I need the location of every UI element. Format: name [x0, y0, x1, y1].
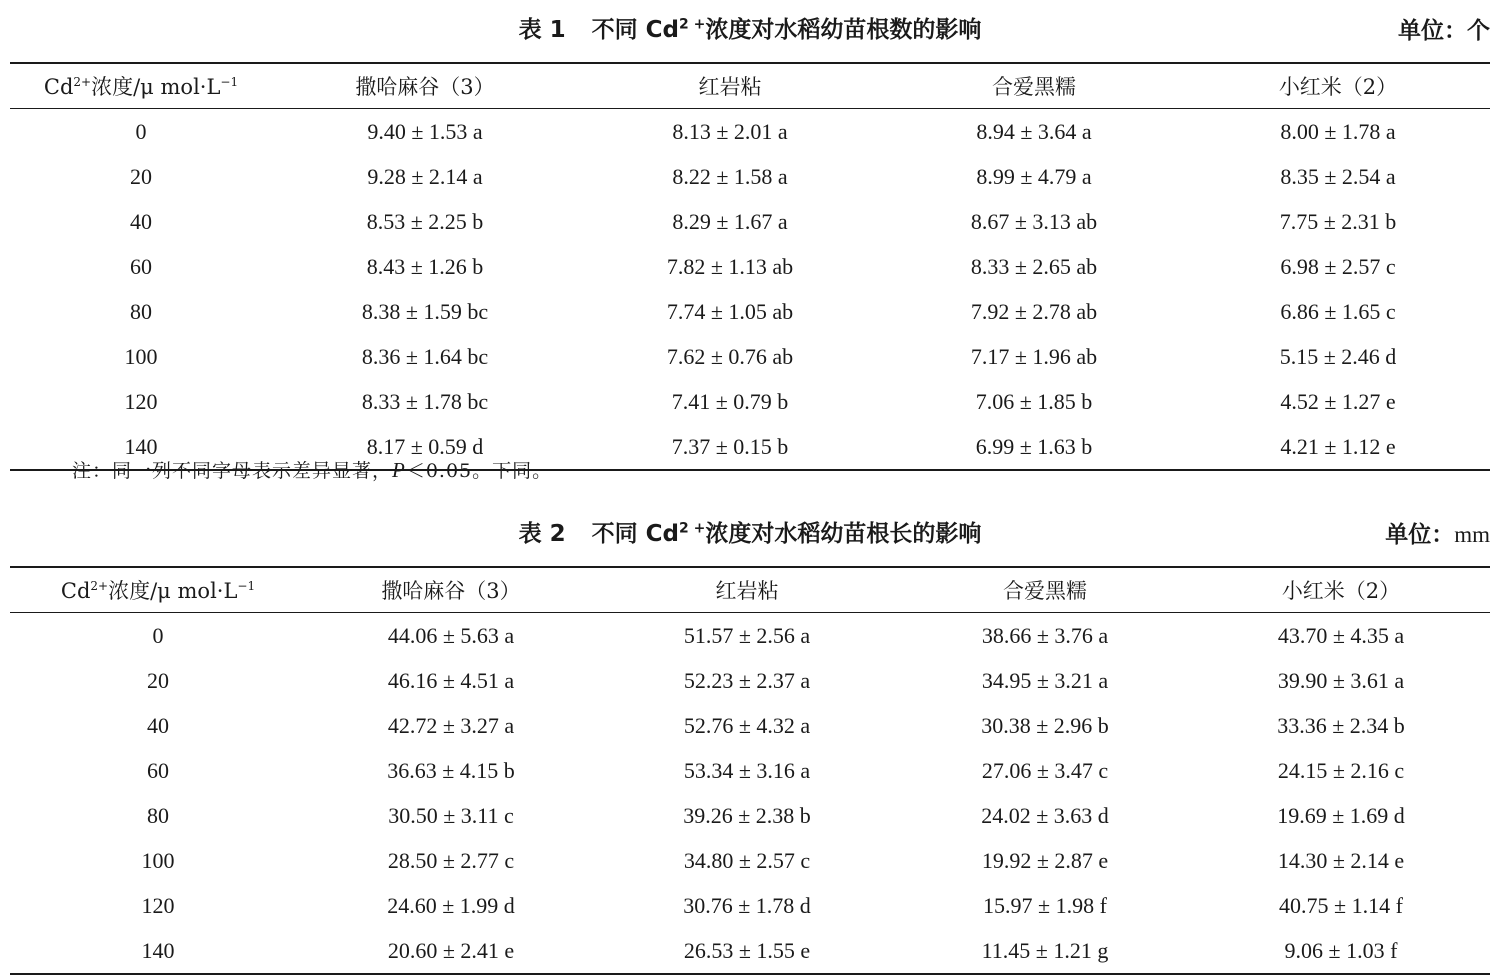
value-cell: 39.26 ± 2.38 b [683, 802, 811, 828]
value-cell: 8.33 ± 1.78 bc [361, 388, 489, 414]
table-row [10, 379, 1490, 424]
table2-unit-label: 单位： [1385, 522, 1455, 548]
table2-header-row [10, 567, 1490, 613]
note-text-post: ＜0.05。下同。 [405, 460, 553, 482]
value-cell: 14.30 ± 2.14 e [1277, 847, 1405, 873]
table-row [10, 658, 1490, 703]
value-cell: 8.94 ± 3.64 a [976, 118, 1092, 144]
value-cell: 44.06 ± 5.63 a [387, 622, 515, 648]
concentration-cell: 60 [130, 253, 152, 279]
value-cell: 8.17 ± 0.59 d [272, 424, 578, 470]
value-cell: 34.80 ± 2.57 c [683, 847, 811, 873]
value-cell: 11.45 ± 1.21 g [898, 928, 1192, 974]
concentration-cell: 140 [10, 928, 306, 974]
value-cell: 52.76 ± 4.32 a [683, 712, 811, 738]
table1-unit-value: 个 [1467, 18, 1490, 44]
value-cell: 7.17 ± 1.96 ab [970, 343, 1098, 369]
value-cell: 33.36 ± 2.34 b [1277, 712, 1405, 738]
value-cell: 4.21 ± 1.12 e [1186, 424, 1490, 470]
table-row [10, 928, 1490, 974]
value-cell: 6.98 ± 2.57 c [1280, 253, 1396, 279]
concentration-cell: 100 [124, 343, 158, 369]
value-cell: 5.15 ± 2.46 d [1279, 343, 1397, 369]
table2-unit-value: mm [1454, 522, 1490, 547]
table1-title-pre: 不同 Cd [591, 16, 679, 43]
value-cell: 19.92 ± 2.87 e [981, 847, 1109, 873]
table2-title-pre: 不同 Cd [591, 520, 679, 547]
value-cell: 8.67 ± 3.13 ab [970, 208, 1098, 234]
value-cell: 9.06 ± 1.03 f [1192, 928, 1490, 974]
table2-title [519, 515, 982, 548]
table2-header-col1: 撒哈麻谷（3） [306, 567, 596, 613]
table1-header-col2: 红岩粘 [578, 63, 882, 109]
concentration-cell: 40 [130, 208, 152, 234]
table1-header-concentration: $Cd^{2+}$浓度/μ $mol\cdot L^{-1}$ [10, 63, 272, 109]
value-cell: 38.66 ± 3.76 a [981, 622, 1109, 648]
value-cell: 7.74 ± 1.05 ab [666, 298, 794, 324]
table-row [10, 289, 1490, 334]
concentration-cell: 120 [141, 892, 175, 918]
value-cell: 15.97 ± 1.98 f [983, 892, 1107, 918]
table2-title-sup: 2 + [679, 519, 706, 536]
table2-header-concentration: $Cd^{2+}$浓度/μ $mol\cdot L^{-1}$ [10, 567, 306, 613]
table1 [10, 62, 1490, 471]
value-cell: 8.33 ± 2.65 ab [970, 253, 1098, 279]
table-row [10, 334, 1490, 379]
table-row [10, 199, 1490, 244]
value-cell: 40.75 ± 1.14 f [1279, 892, 1403, 918]
value-cell: 51.57 ± 2.56 a [683, 622, 811, 648]
table1-number: 表 1 [518, 16, 566, 43]
value-cell: 53.34 ± 3.16 a [683, 757, 811, 783]
note-text-pre: 注：同一列不同字母表示差异显著， [72, 460, 393, 482]
table1-unit-label: 单位： [1398, 18, 1467, 44]
table-row [10, 613, 1490, 659]
table1-title-post: 浓度对水稻幼苗根数的影响 [705, 16, 982, 43]
table2-header-col4: 小红米（2） [1192, 567, 1490, 613]
note-p-symbol: P [392, 458, 406, 482]
concentration-cell: 20 [147, 667, 169, 693]
table1-header-col3: 合爱黑糯 [882, 63, 1186, 109]
value-cell: 46.16 ± 4.51 a [387, 667, 515, 693]
table2-number: 表 2 [518, 520, 566, 547]
table1-header-col4: 小红米（2） [1186, 63, 1490, 109]
concentration-cell: 80 [147, 802, 169, 828]
value-cell: 7.41 ± 0.79 b [671, 388, 789, 414]
value-cell: 30.38 ± 2.96 b [981, 712, 1109, 738]
concentration-cell: 120 [124, 388, 158, 414]
table-row [10, 109, 1490, 155]
table2-caption [10, 512, 1490, 550]
value-cell: 36.63 ± 4.15 b [387, 757, 515, 783]
value-cell: 24.60 ± 1.99 d [387, 892, 515, 918]
value-cell: 6.86 ± 1.65 c [1280, 298, 1396, 324]
value-cell: 26.53 ± 1.55 e [596, 928, 898, 974]
value-cell: 42.72 ± 3.27 a [387, 712, 515, 738]
value-cell: 27.06 ± 3.47 c [981, 757, 1109, 783]
value-cell: 9.28 ± 2.14 a [367, 163, 483, 189]
value-cell: 30.76 ± 1.78 d [683, 892, 811, 918]
concentration-cell: 60 [147, 757, 169, 783]
value-cell: 8.22 ± 1.58 a [672, 163, 788, 189]
value-cell: 43.70 ± 4.35 a [1277, 622, 1405, 648]
value-cell: 8.36 ± 1.64 bc [361, 343, 489, 369]
value-cell: 8.43 ± 1.26 b [366, 253, 484, 279]
value-cell: 30.50 ± 3.11 c [388, 802, 514, 828]
table2-unit [1385, 516, 1490, 549]
table-row [10, 244, 1490, 289]
table2-header-col2: 红岩粘 [596, 567, 898, 613]
value-cell: 4.52 ± 1.27 e [1280, 388, 1396, 414]
value-cell: 24.02 ± 3.63 d [981, 802, 1109, 828]
table1-body [10, 109, 1490, 471]
value-cell: 8.38 ± 1.59 bc [361, 298, 489, 324]
table-row [10, 748, 1490, 793]
value-cell: 8.00 ± 1.78 a [1280, 118, 1396, 144]
concentration-cell: 0 [135, 118, 147, 144]
value-cell: 39.90 ± 3.61 a [1277, 667, 1405, 693]
value-cell: 7.06 ± 1.85 b [975, 388, 1093, 414]
value-cell: 8.53 ± 2.25 b [366, 208, 484, 234]
table1-title [519, 11, 982, 44]
table2-body [10, 613, 1490, 975]
value-cell: 7.62 ± 0.76 ab [666, 343, 794, 369]
value-cell: 6.99 ± 1.63 b [882, 424, 1186, 470]
table2-title-post: 浓度对水稻幼苗根长的影响 [705, 520, 982, 547]
concentration-cell: 80 [130, 298, 152, 324]
value-cell: 7.75 ± 2.31 b [1279, 208, 1397, 234]
value-cell: 7.37 ± 0.15 b [578, 424, 882, 470]
concentration-cell: 100 [141, 847, 175, 873]
concentration-cell: 20 [130, 163, 152, 189]
table-row [10, 883, 1490, 928]
table-row [10, 703, 1490, 748]
table1-header-row [10, 63, 1490, 109]
table1-title-sup: 2 + [679, 15, 706, 32]
value-cell: 7.82 ± 1.13 ab [666, 253, 794, 279]
value-cell: 8.29 ± 1.67 a [672, 208, 788, 234]
table-row [10, 793, 1490, 838]
value-cell: 34.95 ± 3.21 a [981, 667, 1109, 693]
table1-unit [1398, 12, 1490, 45]
table2 [10, 566, 1490, 975]
value-cell: 20.60 ± 2.41 e [306, 928, 596, 974]
concentration-cell: 140 [10, 424, 272, 470]
table2-header-col3: 合爱黑糯 [898, 567, 1192, 613]
table-row [10, 838, 1490, 883]
table-note [72, 456, 552, 483]
value-cell: 9.40 ± 1.53 a [367, 118, 483, 144]
value-cell: 24.15 ± 2.16 c [1277, 757, 1405, 783]
concentration-cell: 40 [147, 712, 169, 738]
value-cell: 8.99 ± 4.79 a [976, 163, 1092, 189]
value-cell: 8.35 ± 2.54 a [1280, 163, 1396, 189]
table-row [10, 154, 1490, 199]
value-cell: 28.50 ± 2.77 c [387, 847, 515, 873]
table1-header-col1: 撒哈麻谷（3） [272, 63, 578, 109]
value-cell: 7.92 ± 2.78 ab [970, 298, 1098, 324]
value-cell: 52.23 ± 2.37 a [683, 667, 811, 693]
table1-caption [10, 8, 1490, 46]
value-cell: 19.69 ± 1.69 d [1277, 802, 1405, 828]
concentration-cell: 0 [152, 622, 164, 648]
value-cell: 8.13 ± 2.01 a [672, 118, 788, 144]
